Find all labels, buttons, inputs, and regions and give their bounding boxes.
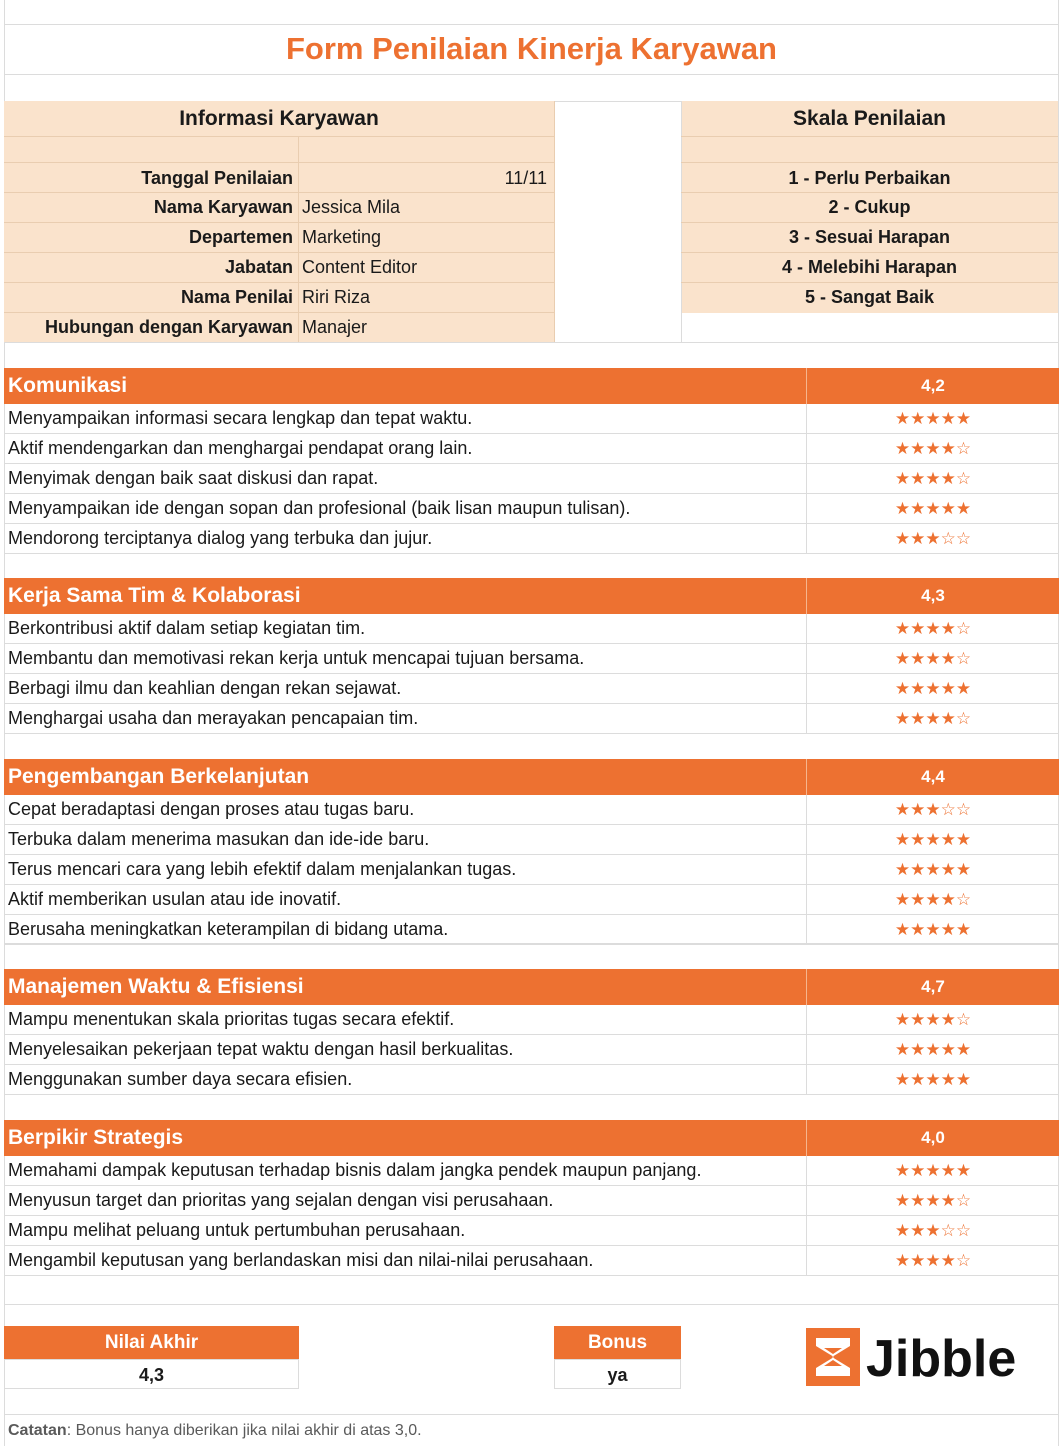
table-row (4, 1186, 1059, 1216)
star-rating[interactable]: ★★★★★ (894, 679, 972, 698)
criteria-text: Aktif mendengarkan dan menghargai pendapat orang lain. (8, 438, 473, 458)
table-row (4, 1035, 1059, 1065)
star-rating[interactable]: ★★★★★ (894, 1161, 972, 1180)
info-value-jabatan[interactable]: Content Editor (302, 257, 418, 277)
star-rating[interactable]: ★★★★★ (894, 860, 972, 879)
table-row (4, 1065, 1059, 1095)
section-title: Komunikasi (8, 374, 128, 397)
criteria-text: Mendorong terciptanya dialog yang terbuka dan jujur. (8, 528, 433, 548)
star-rating[interactable]: ★★★★☆ (894, 1251, 972, 1270)
table-row (4, 644, 1059, 674)
criteria-text: Menghargai usaha dan merayakan pencapaian tim. (8, 708, 419, 728)
info-value-nama[interactable]: Jessica Mila (302, 197, 401, 217)
section-header-berpikir-strategis (4, 1120, 1059, 1156)
criteria-text: Berbagi ilmu dan keahlian dengan rekan sejawat. (8, 678, 402, 698)
criteria-text: Aktif memberikan usulan atau ide inovatif. (8, 889, 342, 909)
criteria-text: Berusaha meningkatkan keterampilan di bidang utama. (8, 919, 449, 939)
star-rating[interactable]: ★★★★★ (894, 409, 972, 428)
table-row (4, 1005, 1059, 1035)
table-row (4, 795, 1059, 825)
final-score-label: Nilai Akhir (4, 1326, 299, 1359)
info-heading: Informasi Karyawan (179, 107, 379, 130)
criteria-text: Berkontribusi aktif dalam setiap kegiatan tim. (8, 618, 366, 638)
star-rating[interactable]: ★★★★☆ (894, 439, 972, 458)
table-row (4, 915, 1059, 945)
final-score-value: 4,3 (4, 1359, 299, 1389)
footnote-text: : Bonus hanya diberikan jika nilai akhir di atas 3,0. (66, 1422, 422, 1439)
star-rating[interactable]: ★★★☆☆ (894, 800, 972, 819)
section-title: Pengembangan Berkelanjutan (8, 765, 310, 788)
table-row (4, 614, 1059, 644)
star-rating[interactable]: ★★★★★ (894, 499, 972, 518)
page-title: Form Penilaian Kinerja Karyawan (285, 31, 777, 66)
criteria-text: Menyelesaikan pekerjaan tepat waktu dengan hasil berkualitas. (8, 1039, 514, 1059)
star-rating[interactable]: ★★★★☆ (894, 619, 972, 638)
table-row (4, 434, 1059, 464)
jibble-logo (806, 1326, 1059, 1388)
footnote (8, 1418, 422, 1444)
section-score: 4,0 (921, 1128, 945, 1147)
table-row (4, 1246, 1059, 1276)
star-rating[interactable]: ★★★★★ (894, 920, 972, 939)
criteria-text: Menyampaikan ide dengan sopan dan profesional (baik lisan maupun tulisan). (8, 498, 631, 518)
star-rating[interactable]: ★★★★☆ (894, 1191, 972, 1210)
info-value-hubungan[interactable]: Manajer (302, 317, 368, 337)
form-sheet (4, 0, 1059, 1446)
jibble-logo-mark (806, 1326, 1059, 1388)
scale-item-2: 2 - Cukup (828, 197, 911, 217)
criteria-text: Menggunakan sumber daya secara efisien. (8, 1069, 353, 1089)
criteria-text: Mampu menentukan skala prioritas tugas secara efektif. (8, 1009, 455, 1029)
section-score: 4,3 (921, 586, 945, 605)
info-value-penilai[interactable]: Riri Riza (302, 287, 371, 307)
info-label-penilai: Nama Penilai (180, 287, 293, 307)
info-label-hubungan: Hubungan dengan Karyawan (44, 317, 293, 337)
criteria-text: Terbuka dalam menerima masukan dan ide-ide baru. (8, 829, 430, 849)
table-row (4, 674, 1059, 704)
section-title: Kerja Sama Tim & Kolaborasi (8, 584, 301, 607)
section-title: Berpikir Strategis (8, 1126, 184, 1149)
table-row (4, 825, 1059, 855)
info-label-departemen: Departemen (188, 227, 293, 247)
criteria-text: Memahami dampak keputusan terhadap bisnis dalam jangka pendek maupun panjang. (8, 1160, 702, 1180)
star-rating[interactable]: ★★★★★ (894, 1040, 972, 1059)
star-rating[interactable]: ★★★★☆ (894, 709, 972, 728)
bonus-label: Bonus (554, 1326, 681, 1359)
table-row (4, 464, 1059, 494)
table-row (4, 1156, 1059, 1186)
info-value-tanggal[interactable]: 11/11 (504, 168, 547, 188)
section-score: 4,2 (921, 376, 945, 395)
scale-item-1: 1 - Perlu Perbaikan (788, 168, 951, 188)
section-header-kerja-sama (4, 578, 1059, 614)
info-value-departemen[interactable]: Marketing (302, 227, 382, 247)
table-row (4, 494, 1059, 524)
star-rating[interactable]: ★★★★☆ (894, 649, 972, 668)
star-rating[interactable]: ★★★★★ (894, 1070, 972, 1089)
criteria-text: Menyampaikan informasi secara lengkap dan tepat waktu. (8, 408, 473, 428)
table-row (4, 1216, 1059, 1246)
star-rating[interactable]: ★★★★★ (894, 830, 972, 849)
star-rating[interactable]: ★★★☆☆ (894, 1221, 972, 1240)
section-header-manajemen-waktu (4, 969, 1059, 1005)
criteria-text: Membantu dan memotivasi rekan kerja untuk mencapai tujuan bersama. (8, 648, 585, 668)
section-header-pengembangan (4, 759, 1059, 795)
scale-item-3: 3 - Sesuai Harapan (788, 227, 951, 247)
table-row (4, 404, 1059, 434)
table-row (4, 855, 1059, 885)
scale-item-5: 5 - Sangat Baik (804, 287, 935, 307)
section-score: 4,7 (921, 977, 945, 996)
section-title: Manajemen Waktu & Efisiensi (8, 975, 304, 998)
criteria-text: Mengambil keputusan yang berlandaskan misi dan nilai-nilai perusahaan. (8, 1250, 594, 1270)
section-score: 4,4 (921, 767, 945, 786)
star-rating[interactable]: ★★★★☆ (894, 890, 972, 909)
table-row (4, 524, 1059, 554)
criteria-text: Cepat beradaptasi dengan proses atau tugas baru. (8, 799, 415, 819)
star-rating[interactable]: ★★★★☆ (894, 469, 972, 488)
criteria-text: Terus mencari cara yang lebih efektif dalam menjalankan tugas. (8, 859, 517, 879)
criteria-text: Menyimak dengan baik saat diskusi dan rapat. (8, 468, 379, 488)
jibble-logo-text: Jibble (866, 1330, 1017, 1388)
star-rating[interactable]: ★★★★☆ (894, 1010, 972, 1029)
criteria-text: Mampu melihat peluang untuk pertumbuhan perusahaan. (8, 1220, 466, 1240)
criteria-text: Menyusun target dan prioritas yang sejalan dengan visi perusahaan. (8, 1190, 554, 1210)
scale-item-4: 4 - Melebihi Harapan (781, 257, 958, 277)
section-header-komunikasi (4, 368, 1059, 404)
scale-heading: Skala Penilaian (793, 107, 946, 130)
info-label-nama: Nama Karyawan (153, 197, 293, 217)
star-rating[interactable]: ★★★☆☆ (894, 529, 972, 548)
table-row (4, 885, 1059, 915)
info-label-tanggal: Tanggal Penilaian (141, 168, 293, 188)
info-label-jabatan: Jabatan (224, 257, 293, 277)
footnote-label: Catatan (8, 1422, 67, 1439)
table-row (4, 704, 1059, 734)
bonus-value[interactable]: ya (554, 1359, 681, 1389)
